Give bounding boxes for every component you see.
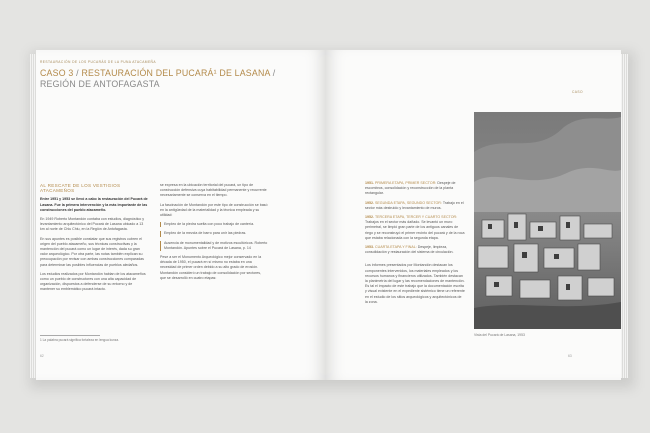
- timeline-text: Despeje, limpieza, consolidación y restauración del sistema de circulación.: [365, 245, 454, 255]
- left-column-1: [40, 183, 148, 297]
- body-paragraph: Pese a ser el Monumento Arqueológico mejor conservado en la década de 1950, el pucará en sí mismo no estaba en una necesidad de primer orden debido a su alto grado de erosión. Montandón consideró un trabajo de consolidación por sectores, que se desarrolló en cuatro etapas:: [160, 255, 262, 280]
- case-number: CASO 3: [40, 68, 74, 78]
- timeline-year: 1952.: [365, 200, 374, 205]
- timeline-label: SEGUNDA ETAPA, SEGUNDO SECTOR:: [375, 200, 442, 205]
- footnote-rule: [40, 335, 100, 336]
- footnote: 1 La palabra pucará significa fortaleza en lengua kunza.: [40, 338, 120, 342]
- right-page-number: 63: [568, 354, 572, 358]
- body-paragraph: La fascinación de Montandón por este tipo de construcción se basó en la antigüedad de la materialidad y la técnica empleada y su utilidad:: [160, 202, 268, 218]
- timeline-label: TERCERA ETAPA, TERCER Y CUARTO SECTOR:: [374, 215, 458, 220]
- timeline-item: [365, 181, 465, 197]
- timeline-year: 1951.: [365, 181, 374, 185]
- left-page-number: 62: [40, 354, 44, 358]
- case-region: REGIÓN DE ANTOFAGASTA: [40, 79, 160, 89]
- case-title: [40, 68, 275, 90]
- body-paragraph: se expresa en la ubicación territorial del pucará, un tipo de construcción defensiva cuya habitabilidad permanente y recurrente necesariamente se conserva en el tiempo.: [160, 183, 267, 198]
- title-separator: /: [76, 68, 79, 78]
- timeline-item: [365, 215, 465, 241]
- body-paragraph: En 1949 Roberto Montandón contaba con estudios, diagnóstico y levantamiento arquitectónico del Pucará de Lasana ubicado a 13 km al norte de Chiu Chiu, en la Región de Antofagasta.: [40, 217, 145, 232]
- list-item: Ausencia de monumentalidad y de motivos escultóricos. Roberto Montandón. Apuntes sobre el Pucará de Lasana, p. 14: [160, 241, 268, 251]
- body-paragraph: En sus apuntes es posible constatar que sus registros cubren el origen del pueblo atacameño, sus técnicas constructivas y la mantención del pucará como un lugar de interés, dada su gran valor arqueológico. Por otra parte, las notas también explican su preocupación por revisar con ambas construcciones comparadas para determinar las posibles influencias de pueblos aledaños.: [40, 236, 144, 267]
- body-paragraph: Los estudios realizados por Montandón hablan de los atacameños como un pueblo de constructores con una alta capacidad de organización, dispuestos a defenderse de su entorno y de mantener su emblemático pucará intacto.: [40, 271, 146, 292]
- list-item: Empleo de la piedra suelta con poco trabajo de cantería.: [160, 222, 268, 227]
- left-running-head: RESTAURACIÓN DE LOS PUCARÁS DE LA PUNA ATACAMEÑA: [40, 60, 156, 64]
- left-column-2: [160, 183, 268, 285]
- timeline-item: [365, 245, 465, 255]
- page-stack-right: [620, 54, 628, 378]
- right-paragraph: Los informes presentados por Montandón destacan los componentes intervenidos, los materiales empleados y los recursos humanos y financieros utilizados. También destacan la planimetría del lugar y las recomendaciones de mantención. Es tal el impacto de este trabajo que la documentación escrita y visual existente en el expediente sistémico tiene un referente en el estudio de los sitios arqueológicos y arquitectónicos de la zona.: [365, 263, 465, 304]
- case-main-title: RESTAURACIÓN DEL PUCARÁ¹ DE LASANA: [81, 68, 271, 78]
- pucara-photo: [474, 112, 621, 329]
- timeline: [365, 181, 465, 309]
- timeline-year: 1953.: [365, 245, 374, 250]
- section-heading: AL RESCATE DE LOS VESTIGIOS ATACAMEÑOS: [40, 183, 121, 194]
- list-item: Empleo de la mezcla de barro para unir las piedras.: [160, 231, 268, 236]
- timeline-list: [365, 181, 465, 255]
- timeline-year: 1952.: [365, 215, 374, 220]
- column-2-body: [160, 183, 268, 281]
- timeline-text: Trabajo en el sector más destruido y levantamiento de muros.: [365, 200, 464, 210]
- column-1-body: [40, 197, 148, 292]
- timeline-item: [365, 201, 465, 211]
- title-separator-2: /: [272, 68, 276, 78]
- timeline-text: Despeje de escombros, consolidación y reconstrucción de la planta rectangular.: [365, 181, 456, 196]
- timeline-label: PRIMERA ETAPA, PRIMER SECTOR:: [375, 181, 437, 185]
- lead-paragraph: Entre 1951 y 1953 se llevó a cabo la restauración del Pucará de Lasana. Fue la primera intervención y la más importante de las construcciones del pueblo atacameño.: [40, 197, 148, 212]
- timeline-label: CUARTA ETAPA Y FINAL:: [375, 245, 417, 250]
- timeline-text: Trabajos en el sector más dañado. Se levantó un muro perimetral, se limpió gran parte de los antiguos canales de riego y se reconstruyó el primer recinto del pucará y de la roca que estaba relacionada con la segunda etapa.: [365, 220, 465, 240]
- photo-caption: Vista del Pucará de Lasana, 1953: [474, 333, 525, 337]
- right-running-head: CASO: [572, 90, 583, 94]
